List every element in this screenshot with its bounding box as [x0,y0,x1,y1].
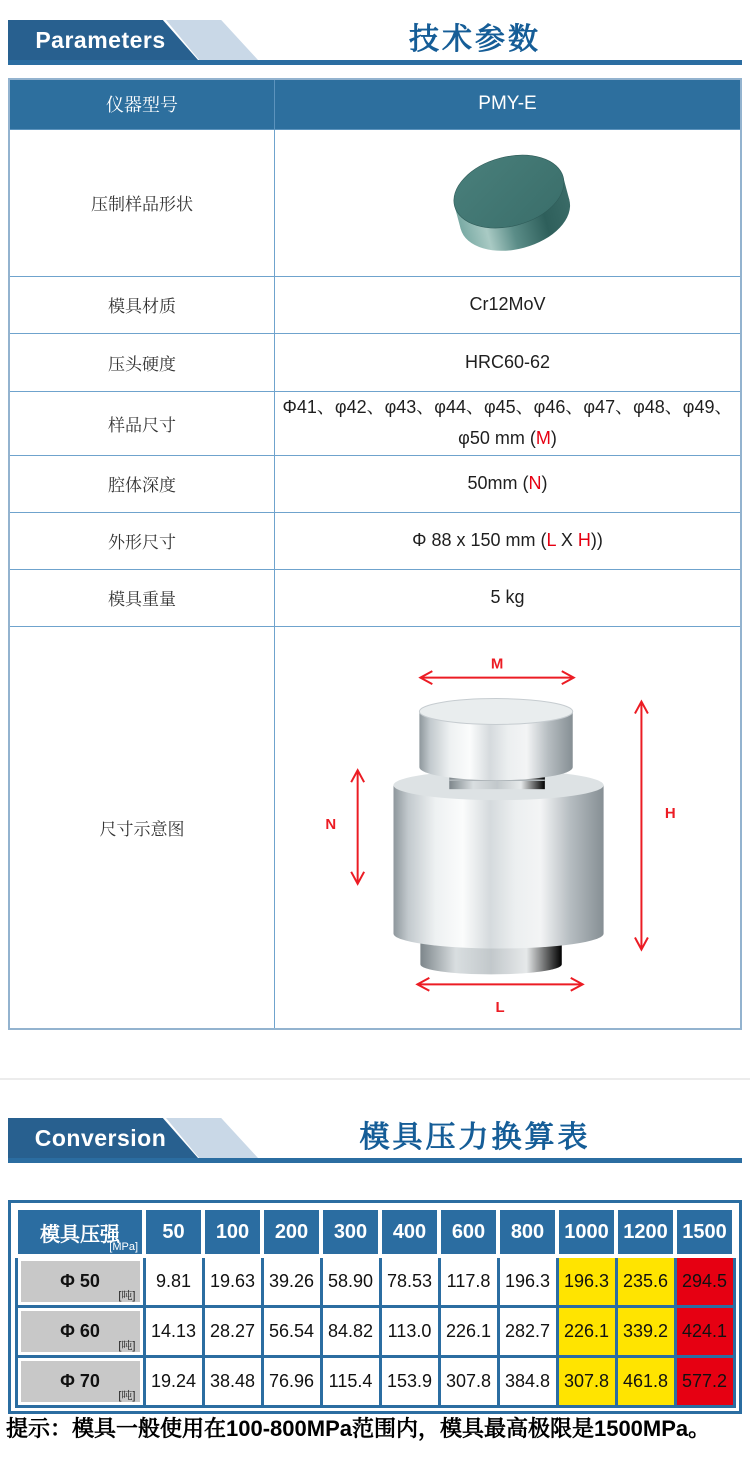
pressure-header: 600 [439,1208,498,1256]
ton-unit: [吨] [118,1290,136,1302]
diameter-cell [16,1256,144,1307]
pressure-corner-cell [16,1208,144,1256]
dim-letter-l: L [546,530,556,550]
tonnage-cell: 14.13 [144,1307,203,1357]
label-h: H [664,804,676,822]
spec-value-outer-size [275,512,742,569]
tonnage-cell: 282.7 [498,1307,557,1357]
pressure-header: 200 [262,1208,321,1256]
table-row [9,626,741,1029]
tonnage-cell-warning: 307.8 [557,1357,616,1407]
section-divider [0,1078,750,1080]
spec-label: 模具材质 [9,276,275,333]
spec-value-weight: 5 kg [275,569,742,626]
dim-letter-m: M [535,428,551,448]
conversion-title: 模具压力换算表 [359,1121,591,1154]
table-row [16,1307,734,1357]
spec-label: 样品尺寸 [9,391,275,455]
table-row [16,1357,734,1407]
spec-label: 模具重量 [9,569,275,626]
tonnage-cell: 384.8 [498,1357,557,1407]
tonnage-cell: 307.8 [439,1357,498,1407]
tonnage-cell: 76.96 [262,1357,321,1407]
spec-value-diagram [275,626,742,1029]
tonnage-cell: 19.63 [203,1256,262,1307]
corner-label: 模具压强 [40,1223,120,1246]
conversion-table [14,1206,736,1408]
tonnage-cell-warning: 226.1 [557,1307,616,1357]
tonnage-cell: 153.9 [380,1357,439,1407]
cavity-depth-close: ) [541,473,548,493]
tonnage-cell: 226.1 [439,1307,498,1357]
parameters-tag: Parameters [35,27,166,53]
pressure-header: 1200 [616,1208,675,1256]
dim-letter-n: N [528,473,542,493]
conversion-banner [8,1118,742,1163]
tonnage-cell-limit: 294.5 [675,1256,734,1307]
diameter-cell [16,1307,144,1357]
tonnage-cell: 78.53 [380,1256,439,1307]
spec-value-material: Cr12MoV [275,276,742,333]
tonnage-cell-limit: 424.1 [675,1307,734,1357]
tonnage-cell-warning: 196.3 [557,1256,616,1307]
pressure-header: 400 [380,1208,439,1256]
teal-disc-icon [275,130,743,275]
spec-value-shape [275,129,742,276]
tonnage-cell: 19.24 [144,1357,203,1407]
ton-unit: [吨] [118,1390,136,1402]
spec-value-cavity-depth [275,455,742,512]
label-l: L [495,998,505,1016]
table-row [9,276,741,333]
spec-label: 外形尺寸 [9,512,275,569]
label-m: M [490,655,504,673]
cavity-depth-text: 50mm ( [467,473,529,493]
tonnage-cell: 113.0 [380,1307,439,1357]
dim-letter-h: H [577,530,591,550]
table-row [9,391,741,455]
tonnage-cell: 117.8 [439,1256,498,1307]
spec-value-sample-size [275,391,742,455]
sample-size-line2: φ50 mm ( [458,428,536,448]
spec-label: 仪器型号 [9,79,275,129]
die-illustration [393,698,603,974]
tonnage-cell: 58.90 [321,1256,380,1307]
spec-table [8,78,742,1030]
pressure-header: 100 [203,1208,262,1256]
outer-size-x: X [555,530,578,550]
usage-note: 提示：模具一般使用在100-800MPa范围内，模具最高极限是1500MPa。 [6,1416,711,1441]
tonnage-cell-limit: 577.2 [675,1357,734,1407]
spec-label: 腔体深度 [9,455,275,512]
tonnage-cell-warning: 235.6 [616,1256,675,1307]
table-row [16,1256,734,1307]
tonnage-cell: 9.81 [144,1256,203,1307]
tonnage-cell: 84.82 [321,1307,380,1357]
diameter-label: Φ 70 [60,1371,100,1391]
tonnage-cell: 115.4 [321,1357,380,1407]
outer-size-close: )) [590,530,603,550]
tonnage-cell: 39.26 [262,1256,321,1307]
table-row [9,79,741,129]
table-row [16,1208,734,1256]
parameters-banner [8,20,742,65]
spec-label: 尺寸示意图 [9,626,275,1029]
conversion-table-wrap [8,1200,742,1414]
label-n: N [325,815,337,833]
sample-size-line1: Φ41、φ42、φ43、φ44、φ45、φ46、φ47、φ48、φ49、 [282,396,733,417]
parameters-title: 技术参数 [409,23,541,56]
spec-value-hardness: HRC60-62 [275,333,742,391]
sample-size-close: ) [550,428,557,448]
tonnage-cell: 38.48 [203,1357,262,1407]
diameter-label: Φ 60 [60,1321,100,1341]
spec-label: 压制样品形状 [9,129,275,276]
tonnage-cell-warning: 461.8 [616,1357,675,1407]
table-row [9,512,741,569]
outer-size-text: Φ 88 x 150 mm ( [412,530,547,550]
table-row [9,455,741,512]
tonnage-cell: 28.27 [203,1307,262,1357]
tonnage-cell-warning: 339.2 [616,1307,675,1357]
table-row [9,569,741,626]
diameter-cell [16,1357,144,1407]
pressure-header: 800 [498,1208,557,1256]
table-row [9,129,741,276]
conversion-tag: Conversion [34,1125,167,1151]
ton-unit: [吨] [118,1340,136,1352]
dimension-diagram [275,627,743,1028]
pressure-header: 50 [144,1208,203,1256]
pressure-header: 1500 [675,1208,734,1256]
table-row [9,333,741,391]
tonnage-cell: 56.54 [262,1307,321,1357]
pressure-header: 300 [321,1208,380,1256]
tonnage-cell: 196.3 [498,1256,557,1307]
diameter-label: Φ 50 [60,1271,100,1291]
spec-value-model: PMY-E [275,79,742,129]
spec-label: 压头硬度 [9,333,275,391]
corner-unit: [MPa] [109,1241,138,1253]
pressure-header: 1000 [557,1208,616,1256]
